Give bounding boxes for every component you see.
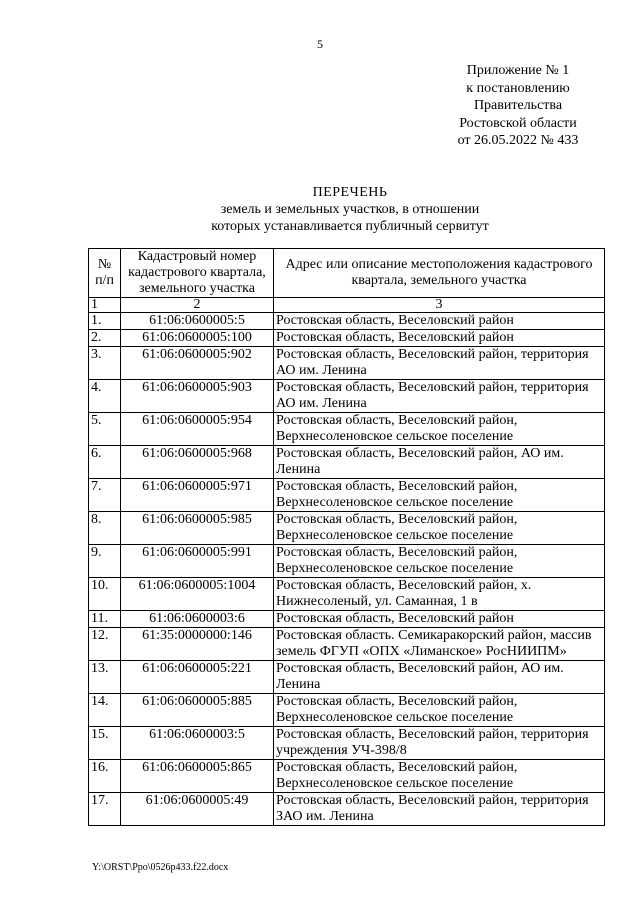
address: Ростовская область, Веселовский район, территория АО им. Ленина [274,380,605,413]
cadastral-number: 61:06:0600005:100 [121,330,274,347]
column-number: 2 [121,298,274,313]
column-number: 3 [274,298,605,313]
address: Ростовская область, Веселовский район, Верхнесоленовское сельское поселение [274,760,605,793]
address: Ростовская область, Веселовский район [274,611,605,628]
address: Ростовская область, Веселовский район, территория АО им. Ленина [274,347,605,380]
row-number: 13. [89,661,121,694]
row-number: 2. [89,330,121,347]
table-row [89,446,605,479]
cadastral-number: 61:06:0600003:5 [121,727,274,760]
row-number: 7. [89,479,121,512]
row-number: 3. [89,347,121,380]
table-header-row [89,249,605,298]
cadastral-number: 61:06:0600005:985 [121,512,274,545]
address: Ростовская область, Веселовский район, территория учреждения УЧ-398/8 [274,727,605,760]
row-number: 15. [89,727,121,760]
row-number: 1. [89,313,121,330]
table-row [89,661,605,694]
address: Ростовская область. Семикаракорский район, массив земель ФГУП «ОПХ «Лиманское» РосНИИПМ» [274,628,605,661]
servitude-table [88,248,605,826]
cadastral-number: 61:06:0600005:968 [121,446,274,479]
cadastral-number: 61:06:0600003:6 [121,611,274,628]
header-address: Адрес или описание местоположения кадастрового квартала, земельного участка [274,249,605,298]
address: Ростовская область, Веселовский район, Верхнесоленовское сельское поселение [274,694,605,727]
title-heading: ПЕРЕЧЕНЬ [312,185,388,200]
appendix-line: от 26.05.2022 № 433 [457,133,579,148]
table-row [89,413,605,446]
table-row [89,760,605,793]
appendix-line: Приложение № 1 [466,63,570,78]
table-row [89,545,605,578]
appendix-block [448,62,588,150]
table-row [89,727,605,760]
cadastral-number: 61:06:0600005:954 [121,413,274,446]
file-path-footer: Y:\ORST\Ppo\0526p433.f22.docx [92,862,229,873]
cadastral-number: 61:06:0600005:991 [121,545,274,578]
cadastral-number: 61:06:0600005:903 [121,380,274,413]
address: Ростовская область, Веселовский район, Верхнесоленовское сельское поселение [274,545,605,578]
address: Ростовская область, Веселовский район, х. Нижнесоленый, ул. Саманная, 1 в [274,578,605,611]
row-number: 14. [89,694,121,727]
address: Ростовская область, Веселовский район, территория ЗАО им. Ленина [274,793,605,826]
cadastral-number: 61:06:0600005:902 [121,347,274,380]
row-number: 4. [89,380,121,413]
column-number: 1 [89,298,121,313]
cadastral-number: 61:06:0600005:1004 [121,578,274,611]
table-row [89,611,605,628]
address: Ростовская область, Веселовский район, АО им. Ленина [274,661,605,694]
title-subtitle-line: которых устанавливается публичный сервитут [211,219,489,234]
row-number: 16. [89,760,121,793]
table-row [89,347,605,380]
address: Ростовская область, Веселовский район [274,330,605,347]
table-row [89,313,605,330]
row-number: 12. [89,628,121,661]
row-number: 17. [89,793,121,826]
title-subtitle-line: земель и земельных участков, в отношении [220,202,480,217]
table-row [89,479,605,512]
header-cadastral-number: Кадастровый номер кадастрового квартала, земельного участка [121,249,274,298]
header-number: № п/п [89,249,121,298]
cadastral-number: 61:06:0600005:5 [121,313,274,330]
appendix-line: к постановлению [466,80,570,96]
row-number: 6. [89,446,121,479]
appendix-line: Правительства [473,98,563,113]
table-row [89,330,605,347]
row-number: 11. [89,611,121,628]
address: Ростовская область, Веселовский район, Верхнесоленовское сельское поселение [274,512,605,545]
address: Ростовская область, Веселовский район [274,313,605,330]
table-row [89,694,605,727]
row-number: 5. [89,413,121,446]
column-number-row [89,298,605,313]
cadastral-number: 61:35:0000000:146 [121,628,274,661]
address: Ростовская область, Веселовский район, Верхнесоленовское сельское поселение [274,479,605,512]
page-number: 5 [317,37,323,51]
cadastral-number: 61:06:0600005:865 [121,760,274,793]
cadastral-number: 61:06:0600005:221 [121,661,274,694]
cadastral-number: 61:06:0600005:49 [121,793,274,826]
row-number: 10. [89,578,121,611]
address: Ростовская область, Веселовский район, АО им. Ленина [274,446,605,479]
document-title [0,184,640,235]
table-row [89,628,605,661]
table-row [89,380,605,413]
table-row [89,512,605,545]
table-row [89,793,605,826]
row-number: 9. [89,545,121,578]
appendix-line: Ростовской области [459,115,577,131]
cadastral-number: 61:06:0600005:971 [121,479,274,512]
table-row [89,578,605,611]
cadastral-number: 61:06:0600005:885 [121,694,274,727]
address: Ростовская область, Веселовский район, Верхнесоленовское сельское поселение [274,413,605,446]
row-number: 8. [89,512,121,545]
